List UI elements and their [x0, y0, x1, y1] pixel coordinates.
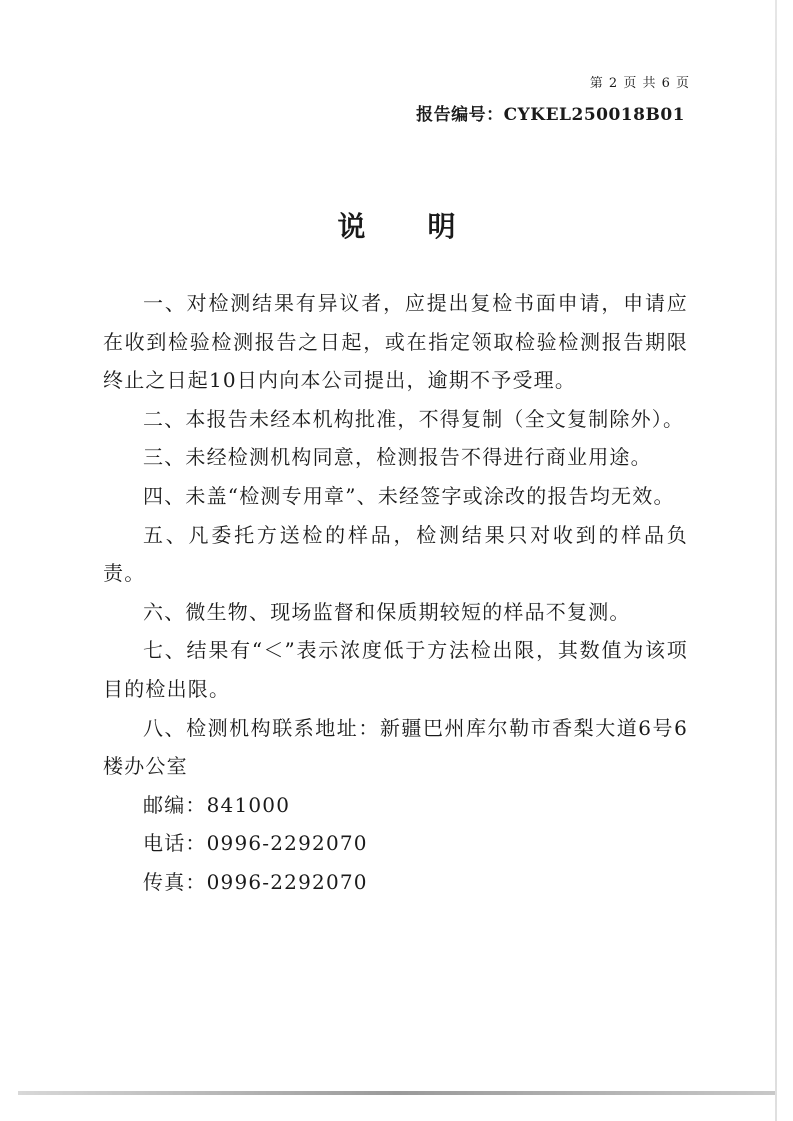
page-title: 说明	[337, 210, 518, 243]
page-info: 第 2 页 共 6 页	[589, 76, 690, 91]
statement-item-3: 三、未经检测机构同意，检测报告不得进行商业用途。	[143, 445, 652, 470]
scan-edge-right	[775, 0, 777, 1121]
statement-item-6: 六、微生物、现场监督和保质期较短的样品不复测。	[143, 599, 631, 624]
contact-postcode: 邮编：841000	[143, 792, 291, 817]
statement-item-7: 七、结果有“＜”表示浓度低于方法检出限，其数值为该项目的检出限。	[103, 638, 688, 701]
contact-phone: 电话：0996-2292070	[143, 831, 368, 856]
statement-body	[103, 284, 688, 902]
report-number: 报告编号：CYKEL250018B01	[416, 105, 685, 125]
statement-item-4: 四、未盖“检测专用章”、未经签字或涂改的报告均无效。	[143, 483, 675, 508]
contact-fax: 传真：0996-2292070	[143, 869, 368, 894]
statement-item-2: 二、本报告未经本机构批准，不得复制（全文复制除外）。	[143, 406, 685, 431]
statement-item-1: 一、对检测结果有异议者，应提出复检书面申请，申请应在收到检验检测报告之日起，或在指定领取检验检测报告期限终止之日起10日内向本公司提出，逾期不予受理。	[103, 291, 688, 393]
statement-item-5: 五、凡委托方送检的样品，检测结果只对收到的样品负责。	[103, 522, 688, 586]
statement-item-8: 八、检测机构联系地址：新疆巴州库尔勒市香梨大道6号6楼办公室	[103, 715, 688, 779]
scan-edge-bottom	[18, 1091, 775, 1095]
